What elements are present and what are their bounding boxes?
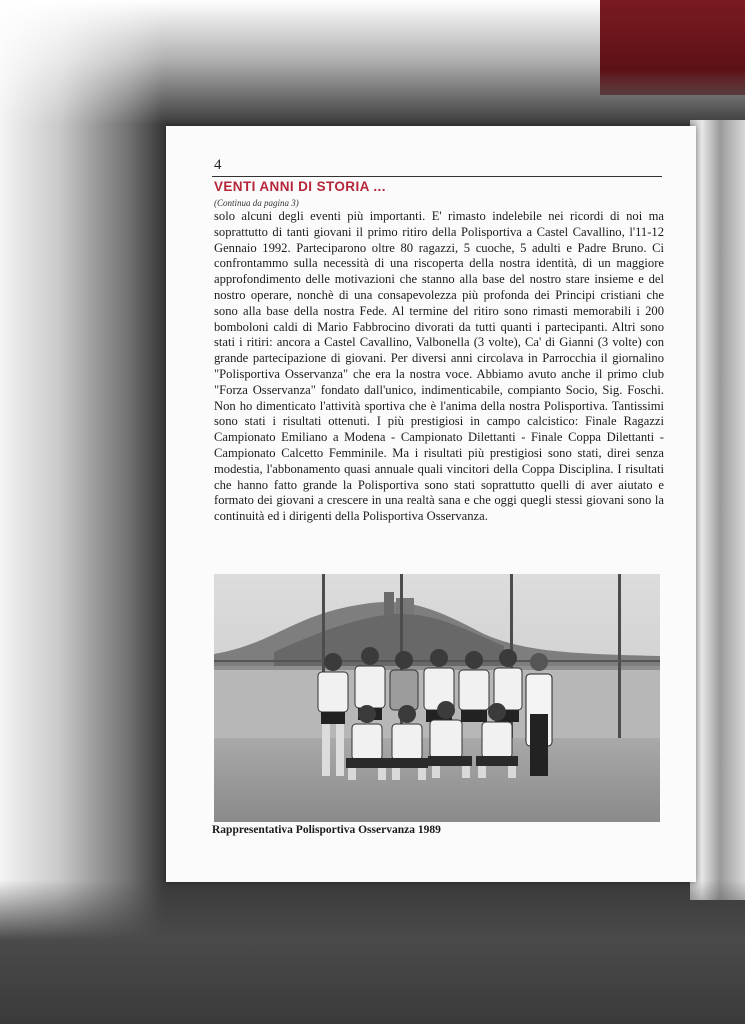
team-photo — [214, 574, 660, 822]
team-photo-illustration — [214, 574, 660, 822]
article-body: solo alcuni degli eventi più importanti. E' rimasto indelebile nei ricordi di noi ma soprattutto di tanti giovani il primo ritiro della Polisportiva a Castel Cavallino, l'11-12 Gennaio 1992. Parteciparono oltre 80 ragazzi, 5 cuoche, 5 adulti e Padre Bruno. Ci confrontammo sulla necessità di una riscoperta della nostra identità, di un maggiore approfondimento delle motivazioni che stanno alla base del nostro stare insieme e del nostro operare, nonchè di una consapevolezza più profonda dei Principi cristiani che sono alla base della nostra Fede. Al termine del ritiro sono rimasti memorabili i 200 bomboloni caldi di Mario Fabbrocino divorati da tutti quanti i partecipanti. Altri sono stati i ritiri: ancora a Castel Cavallino, Valbonella (3 volte), Ca' di Gianni (3 volte) con grande partecipazione di giovani. Per diversi anni circolava in Parrocchia il giornalino "Polisportiva Osservanza" che era la nostra voce. Abbiamo avuto anche il primo club "Forza Osservanza" fondato dall'unico, indimenticabile, compianto Socio, Sig. Foschi. Non ho dimenticato l'attività sportiva che è l'anima della nostra Polisportiva. Tantissimi sono stati i risultati ottenuti. I più prestigiosi in campo calcistico: Finale Ragazzi Campionato Emiliano a Modena - Campionato Dilettanti - Finale Coppa Dilettanti - Campionato Calcetto Femminile. Ma i risultati più prestigiosi sono stati, direi senza modestia, l'abbonamento quasi annuale quali vincitori della Coppa Disciplina. I risultati che hanno fatto grande la Polisportiva sono stati soprattutto quelli di aver aiutato e formato dei giovani a crescere in una realtà sana e che oggi quegli stessi giovani sono la continuità ed i dirigenti della Polisportiva Osservanza. — [214, 209, 664, 524]
header-rule — [212, 176, 662, 177]
page-number: 4 — [214, 157, 222, 173]
section-title: VENTI ANNI DI STORIA ... — [214, 179, 386, 194]
continued-note: (Continua da pagina 3) — [214, 198, 299, 208]
scanner-bottom-shadow — [0, 880, 745, 1024]
book-cover-corner — [600, 0, 745, 95]
photo-caption: Rappresentativa Polisportiva Osservanza 1989 — [212, 824, 441, 836]
page-stack-edge — [690, 120, 745, 900]
booklet-page — [166, 126, 696, 882]
